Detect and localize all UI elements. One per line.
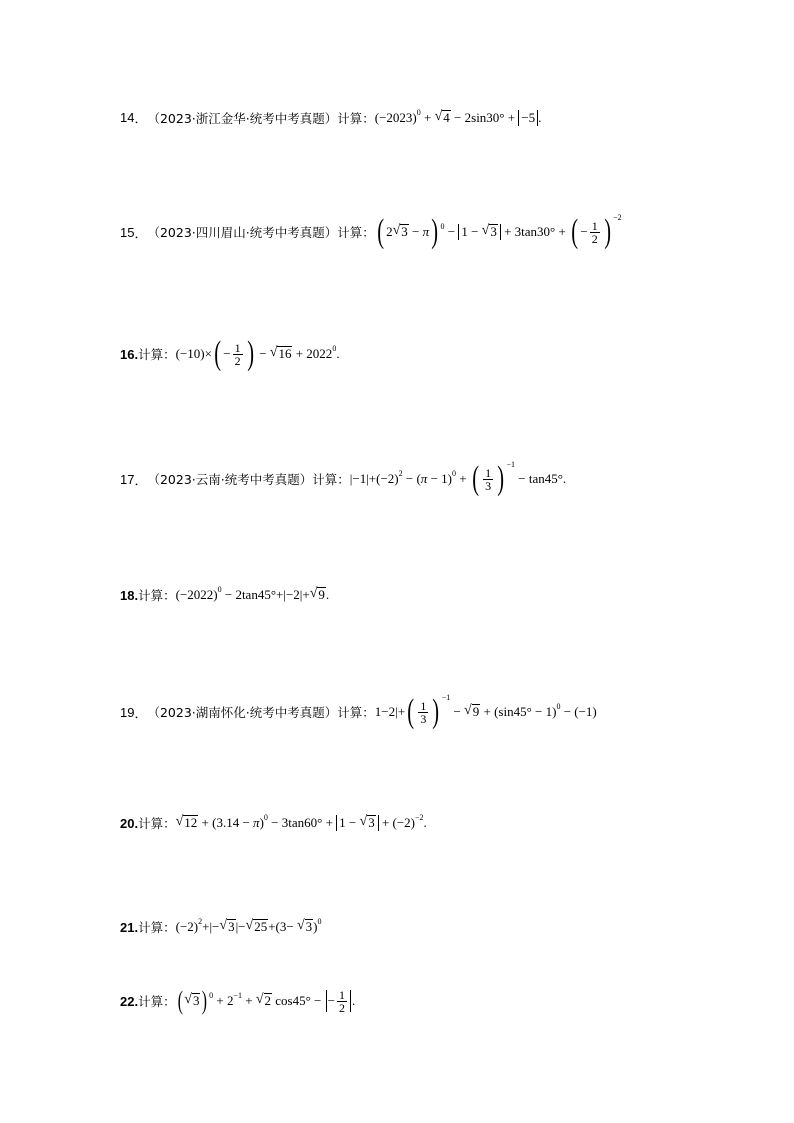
question-number: 16	[120, 346, 135, 362]
question-number: 19	[120, 704, 135, 720]
math-expression: 1−2|+ ( $\frac{1}{3}$ ) $^{-1}$ − √ 9 + (sin45° − 1) $^0$ − (−1)	[374, 693, 597, 730]
math-expression: ( 2 √ 3 − π ) $^0$ − 1 − √ 3 + 3tan30° + ( − $\frac{1}{2}$ ) $^{-2}$	[377, 213, 622, 250]
question-number: 14	[120, 110, 135, 125]
question-end: .	[325, 587, 330, 602]
question-label: 计算：	[138, 347, 176, 362]
number-dot: ．	[134, 111, 148, 126]
math-expression: (−2022) $^0$ − 2tan45°+|−2|+ √ 9	[175, 585, 325, 603]
number-dot: ．	[134, 225, 148, 241]
question-label: 计算：	[138, 588, 176, 603]
question-label: 计算：	[138, 816, 176, 831]
number-dot: .	[134, 587, 139, 603]
number-dot: ．	[134, 705, 148, 721]
question-21	[120, 918, 321, 936]
question-label: 计算：	[138, 994, 176, 1009]
question-22	[120, 988, 355, 1014]
question-end: .	[336, 346, 340, 361]
question-15	[120, 215, 622, 249]
math-expression: (−10)× ( − $\frac{1}{2}$ ) − √ 16 + 2022 $^0$	[175, 335, 337, 372]
number-dot: .	[134, 919, 139, 935]
question-source: （2023·浙江金华·统考中考真题）	[147, 110, 338, 126]
question-label: 计算：	[312, 472, 350, 487]
math-expression: √ 12 + (3.14 − π ) $^0$ − 3tan60° + 1 − √ 3 + (−2) $^{-2}$	[175, 813, 424, 831]
question-source: （2023·湖南怀化·统考中考真题）	[147, 705, 338, 720]
question-17	[120, 462, 566, 496]
question-16	[120, 337, 340, 371]
question-end: .	[351, 993, 356, 1008]
question-number: 22	[120, 993, 135, 1009]
math-expression: ( √ 3 ) $^0$ + 2 $^{-1}$ + √ 2 cos45° − − $\frac{1}{2}$	[176, 988, 352, 1014]
question-18	[120, 586, 329, 604]
question-source: （2023·四川眉山·统考中考真题）	[147, 225, 338, 240]
question-label: 计算：	[337, 110, 375, 126]
question-number: 20	[120, 815, 135, 831]
question-label: 计算：	[337, 225, 375, 240]
question-number: 18	[120, 587, 135, 603]
number-dot: .	[134, 346, 139, 362]
question-number: 21	[120, 919, 135, 935]
question-end: .	[423, 815, 427, 830]
question-end: .	[562, 471, 567, 486]
question-14	[120, 108, 541, 127]
question-label: 计算：	[337, 705, 375, 720]
number-dot: ．	[134, 472, 148, 488]
math-expression: (−2023) $^0$ + √ 4 − 2sin30° + −5	[375, 110, 538, 126]
math-expression: (−2) $^2$ +|− √ 3 |− √ 25 +(3− √ 3 ) $^0$	[175, 917, 322, 935]
number-dot: .	[134, 993, 139, 1009]
question-number: 15	[120, 224, 135, 240]
question-end: .	[538, 109, 542, 125]
number-dot: .	[134, 815, 139, 831]
question-19	[120, 695, 597, 729]
question-source: （2023·云南·统考中考真题）	[147, 472, 313, 487]
question-number: 17	[120, 471, 135, 487]
question-20	[120, 814, 427, 832]
math-expression: |−1|+(−2) $^2$ − ( π − 1) $^0$ + ( $\frac{1}{3}$ ) $^{-1}$ − tan45°	[349, 460, 563, 497]
question-label: 计算：	[138, 920, 176, 935]
